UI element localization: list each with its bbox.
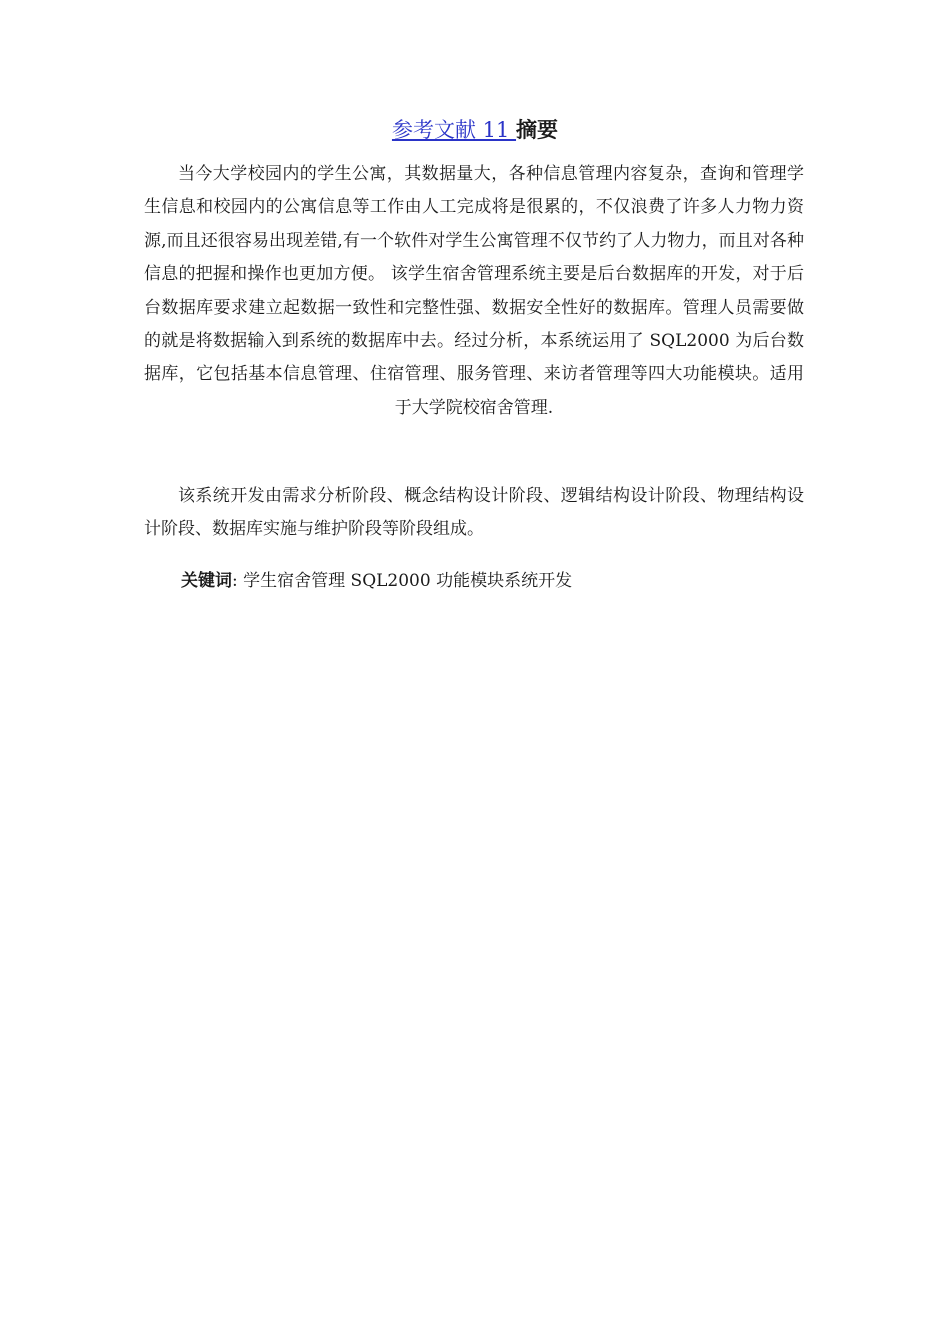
development-paragraph: 该系统开发由需求分析阶段、概念结构设计阶段、逻辑结构设计阶段、物理结构设计阶段、数据库实施与维护阶段等阶段组成。: [144, 486, 804, 539]
page-title: [0, 114, 950, 146]
abstract-heading: 摘要: [516, 118, 559, 142]
keywords-label: 关键词: [181, 571, 232, 591]
keywords-text: 学生宿舍管理 SQL2000 功能模块系统开发: [243, 571, 573, 591]
abstract-paragraph: 当今大学校园内的学生公寓，其数据量大，各种信息管理内容复杂，查询和管理学生信息和校园内的公寓信息等工作由人工完成将是很累的，不仅浪费了许多人力物力资源,而且还很容易出现差错,有一个软件对学生公寓管理不仅节约了人力物力，而且对各种信息的把握和操作也更加方便。 该学生宿舍管理系统主要是后台数据库的开发，对于后台数据库要求建立起数据一致性和完整性强、数据安全性好的数据库。管理人员需要做的就是将数据输入到系统的数据库中去。经过分析，本系统运用了 SQL2000 为后台数据库，它包括基本信息管理、住宿管理、服务管理、来访者管理等四大功能模块。适用于大学院校宿舍管理.: [144, 164, 804, 418]
reference-link[interactable]: 参考文献 11: [391, 118, 517, 142]
keywords-line: [181, 565, 801, 597]
keywords-separator: :: [232, 571, 244, 591]
